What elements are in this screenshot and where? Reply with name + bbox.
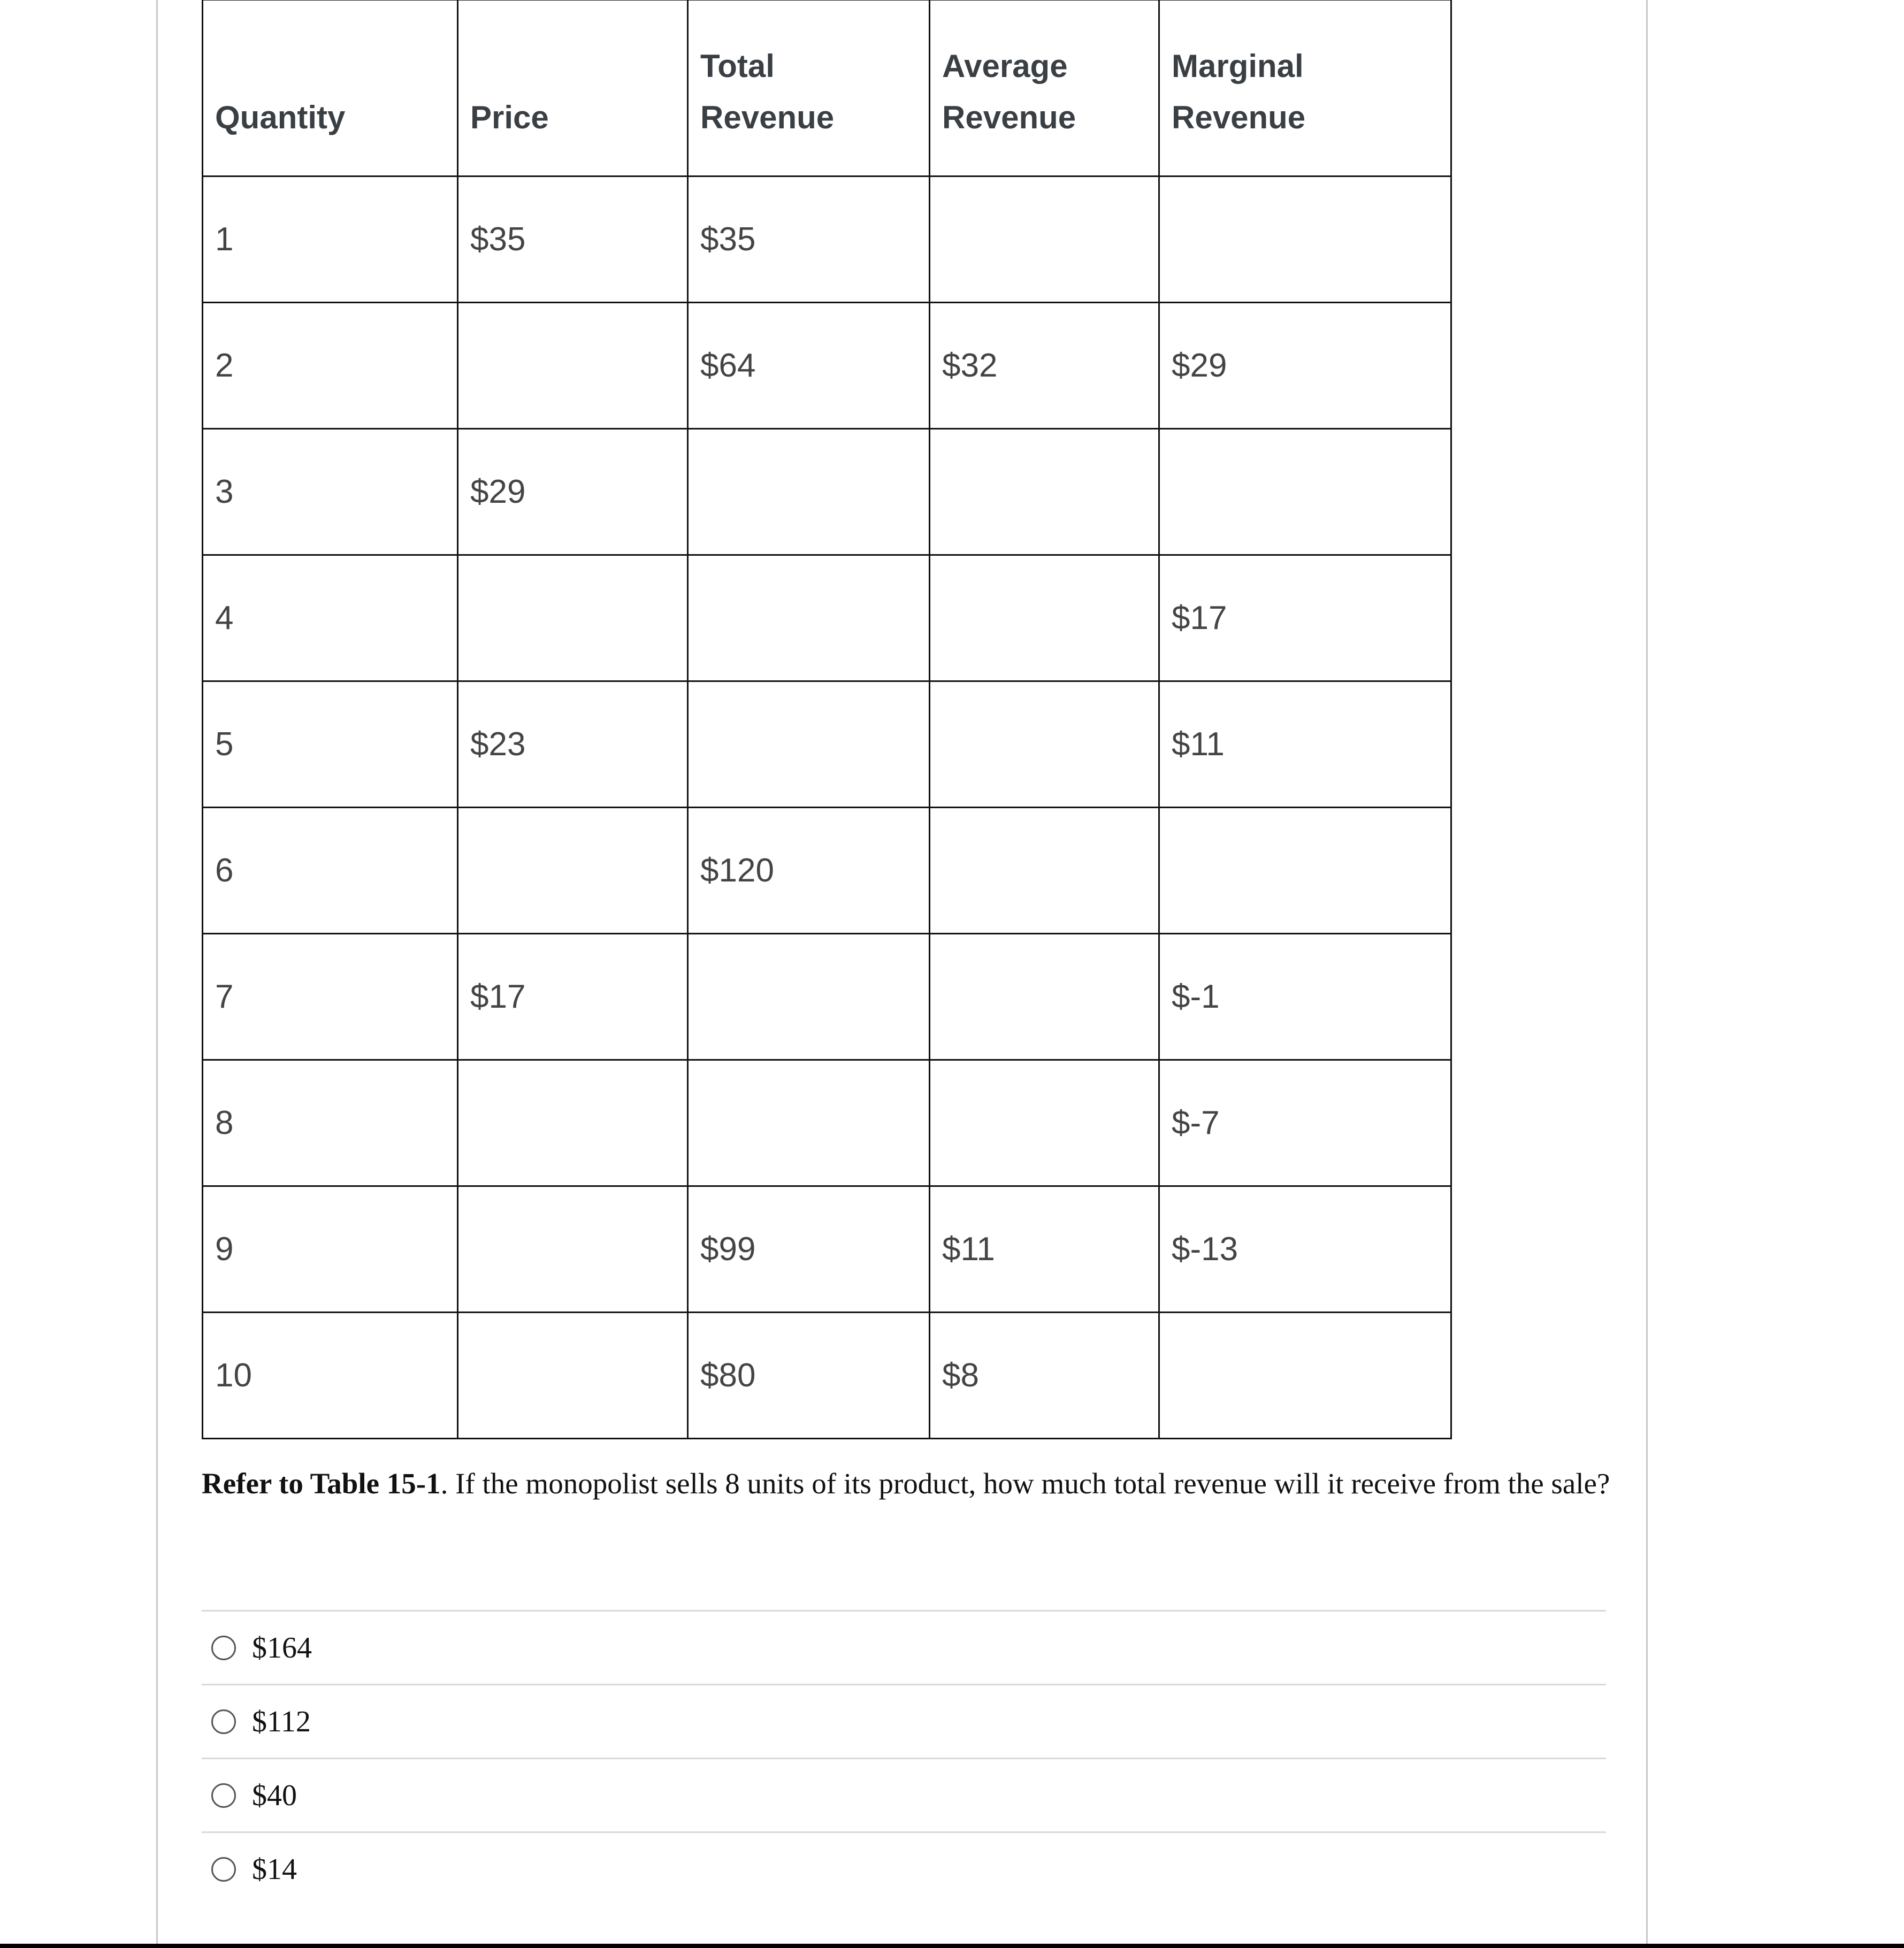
cell-total-revenue: $99 bbox=[688, 1186, 930, 1313]
cell-marginal-revenue: $-7 bbox=[1159, 1060, 1451, 1186]
answer-option-label: $164 bbox=[252, 1631, 312, 1665]
cell-total-revenue bbox=[688, 934, 930, 1060]
table-row bbox=[203, 555, 1451, 681]
question-table-reference: Refer to Table 15-1 bbox=[202, 1467, 441, 1500]
cell-average-revenue bbox=[930, 934, 1159, 1060]
radio-button[interactable] bbox=[211, 1709, 236, 1734]
answer-option[interactable] bbox=[202, 1758, 1606, 1831]
answer-option[interactable] bbox=[202, 1684, 1606, 1758]
table-row bbox=[203, 429, 1451, 555]
cell-marginal-revenue: $17 bbox=[1159, 555, 1451, 681]
header-line: Revenue bbox=[700, 99, 835, 135]
bottom-edge-bar bbox=[0, 1944, 1904, 1948]
table-row bbox=[203, 303, 1451, 429]
answer-option[interactable] bbox=[202, 1610, 1606, 1684]
header-line: Revenue bbox=[1172, 99, 1306, 135]
cell-total-revenue bbox=[688, 1060, 930, 1186]
cell-quantity: 9 bbox=[203, 1186, 458, 1313]
answer-option-label: $14 bbox=[252, 1852, 297, 1886]
radio-button[interactable] bbox=[211, 1857, 236, 1882]
header-marginal-revenue bbox=[1159, 0, 1451, 177]
cell-price bbox=[458, 303, 688, 429]
cell-marginal-revenue: $-1 bbox=[1159, 934, 1451, 1060]
cell-quantity: 7 bbox=[203, 934, 458, 1060]
cell-quantity: 2 bbox=[203, 303, 458, 429]
answer-options bbox=[202, 1610, 1606, 1905]
revenue-table bbox=[202, 0, 1452, 1439]
cell-total-revenue: $120 bbox=[688, 808, 930, 934]
header-total-revenue bbox=[688, 0, 930, 177]
cell-marginal-revenue: $-13 bbox=[1159, 1186, 1451, 1313]
cell-total-revenue bbox=[688, 555, 930, 681]
cell-average-revenue bbox=[930, 555, 1159, 681]
cell-marginal-revenue bbox=[1159, 429, 1451, 555]
header-line: Quantity bbox=[215, 99, 346, 135]
cell-average-revenue bbox=[930, 177, 1159, 303]
table-row bbox=[203, 177, 1451, 303]
radio-button[interactable] bbox=[211, 1783, 236, 1808]
cell-price bbox=[458, 1186, 688, 1313]
header-price bbox=[458, 0, 688, 177]
question-body: . If the monopolist sells 8 units of its product, how much total revenue will it receive from the sale? bbox=[440, 1467, 1610, 1500]
cell-price bbox=[458, 555, 688, 681]
cell-total-revenue: $80 bbox=[688, 1313, 930, 1439]
cell-marginal-revenue bbox=[1159, 808, 1451, 934]
cell-quantity: 1 bbox=[203, 177, 458, 303]
cell-quantity: 3 bbox=[203, 429, 458, 555]
cell-average-revenue: $32 bbox=[930, 303, 1159, 429]
cell-marginal-revenue bbox=[1159, 1313, 1451, 1439]
cell-average-revenue bbox=[930, 808, 1159, 934]
cell-price: $35 bbox=[458, 177, 688, 303]
answer-option-label: $40 bbox=[252, 1778, 297, 1812]
table-row bbox=[203, 1186, 1451, 1313]
table-row bbox=[203, 1313, 1451, 1439]
answer-option-label: $112 bbox=[252, 1705, 311, 1738]
header-line: Average bbox=[942, 48, 1068, 84]
header-line: Marginal bbox=[1172, 48, 1304, 84]
cell-quantity: 8 bbox=[203, 1060, 458, 1186]
cell-total-revenue bbox=[688, 429, 930, 555]
cell-average-revenue bbox=[930, 429, 1159, 555]
cell-price bbox=[458, 808, 688, 934]
cell-price bbox=[458, 1060, 688, 1186]
cell-quantity: 10 bbox=[203, 1313, 458, 1439]
cell-price bbox=[458, 1313, 688, 1439]
cell-average-revenue: $8 bbox=[930, 1313, 1159, 1439]
table-row bbox=[203, 1060, 1451, 1186]
cell-marginal-revenue bbox=[1159, 177, 1451, 303]
cell-price: $17 bbox=[458, 934, 688, 1060]
cell-average-revenue: $11 bbox=[930, 1186, 1159, 1313]
cell-average-revenue bbox=[930, 1060, 1159, 1186]
cell-total-revenue bbox=[688, 681, 930, 808]
header-quantity bbox=[203, 0, 458, 177]
header-line: Revenue bbox=[942, 99, 1076, 135]
radio-button[interactable] bbox=[211, 1636, 236, 1660]
cell-average-revenue bbox=[930, 681, 1159, 808]
cell-quantity: 4 bbox=[203, 555, 458, 681]
table-header-row bbox=[203, 0, 1451, 177]
cell-quantity: 6 bbox=[203, 808, 458, 934]
cell-price: $23 bbox=[458, 681, 688, 808]
cell-total-revenue: $35 bbox=[688, 177, 930, 303]
table-row bbox=[203, 934, 1451, 1060]
header-average-revenue bbox=[930, 0, 1159, 177]
header-line: Price bbox=[470, 99, 549, 135]
cell-marginal-revenue: $29 bbox=[1159, 303, 1451, 429]
cell-marginal-revenue: $11 bbox=[1159, 681, 1451, 808]
table-row bbox=[203, 681, 1451, 808]
question-text bbox=[202, 1460, 1614, 1507]
table-row bbox=[203, 808, 1451, 934]
answer-option[interactable] bbox=[202, 1831, 1606, 1905]
header-line: Total bbox=[700, 48, 775, 84]
cell-price: $29 bbox=[458, 429, 688, 555]
cell-quantity: 5 bbox=[203, 681, 458, 808]
cell-total-revenue: $64 bbox=[688, 303, 930, 429]
